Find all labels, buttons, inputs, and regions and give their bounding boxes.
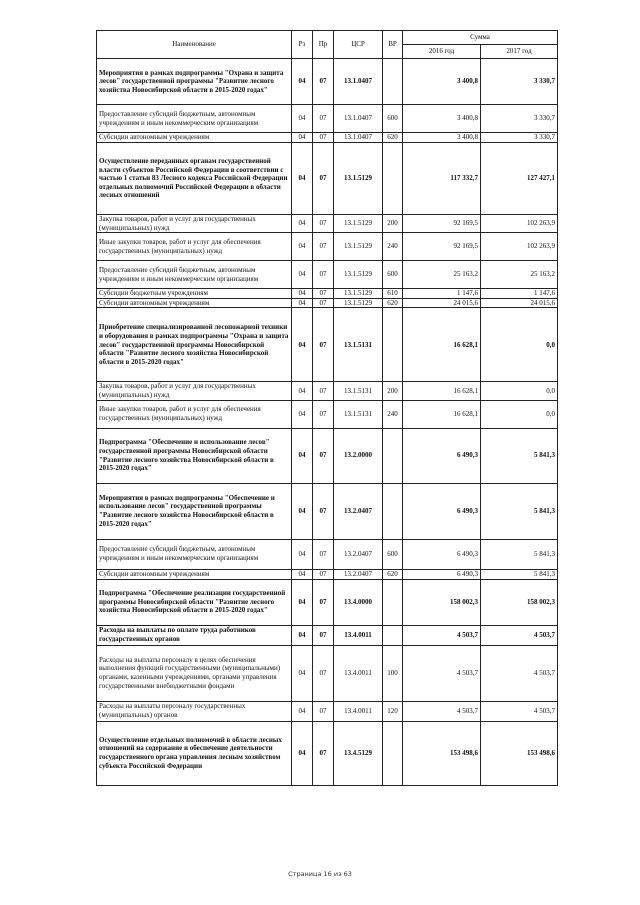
cell-amount-2017: 5 841,3: [481, 483, 558, 539]
cell-csr: 13.4.0011: [334, 701, 383, 721]
cell-vr: 100: [383, 645, 403, 701]
cell-name: Подпрограмма "Обеспечение и использование лесов" государственной программы Новосибирской области "Развитие лесного хозяйства Новосибирской области в 2015-2020 годах": [97, 428, 292, 483]
cell-vr: [383, 428, 403, 483]
cell-vr: 600: [383, 261, 403, 289]
cell-pr: 07: [313, 569, 334, 579]
cell-name: Субсидии бюджетным учреждениям: [97, 289, 292, 299]
cell-amount-2017: 127 427,1: [481, 143, 558, 215]
cell-vr: 620: [383, 133, 403, 143]
cell-name: Осуществление отдельных полномочий в области лесных отношений на содержание и обеспечение деятельности государственного органа управления лесным хозяйством субъекта Российской Федерации: [97, 721, 292, 785]
cell-name: Иные закупки товаров, работ и услуг для обеспечения государственных (муниципальных) нужд: [97, 400, 292, 428]
cell-pr: 07: [313, 701, 334, 721]
header-vr: ВР: [383, 31, 403, 59]
cell-amount-2017: 5 841,3: [481, 428, 558, 483]
cell-vr: 620: [383, 298, 403, 308]
cell-name: Расходы на выплаты по оплате труда работников государственных органов: [97, 625, 292, 645]
cell-amount-2016: 1 147,6: [403, 289, 481, 299]
cell-name: Расходы на выплаты персоналу государственных (муниципальных) органов: [97, 701, 292, 721]
cell-rz: 04: [292, 133, 313, 143]
cell-name: Предоставление субсидий бюджетным, автономным учреждениям и иным некоммерческим организациям: [97, 105, 292, 133]
cell-pr: 07: [313, 625, 334, 645]
table-header: [97, 31, 558, 59]
table-row: [97, 308, 558, 382]
header-sum: Сумма: [403, 31, 558, 45]
cell-pr: 07: [313, 105, 334, 133]
cell-amount-2017: 158 002,3: [481, 579, 558, 625]
table-row: [97, 645, 558, 701]
cell-amount-2016: 24 015,6: [403, 298, 481, 308]
cell-pr: 07: [313, 400, 334, 428]
cell-amount-2017: 0,0: [481, 400, 558, 428]
cell-name: Иные закупки товаров, работ и услуг для обеспечения государственных (муниципальных) нужд: [97, 233, 292, 261]
cell-amount-2016: 92 169,5: [403, 233, 481, 261]
cell-pr: 07: [313, 721, 334, 785]
table-row: [97, 233, 558, 261]
table-row: [97, 261, 558, 289]
cell-rz: 04: [292, 298, 313, 308]
table-row: [97, 382, 558, 400]
cell-name: Осуществление переданных органам государственной власти субъектов Российской Федерации в соответствии с частью 1 статьи 83 Лесного кодекса Российской Федерации отдельных полномочий Российской Федерации в области лесных отношений: [97, 143, 292, 215]
cell-pr: 07: [313, 645, 334, 701]
cell-amount-2017: 24 015,6: [481, 298, 558, 308]
cell-csr: 13.1.0407: [334, 105, 383, 133]
budget-table-sheet: [96, 30, 557, 786]
table-row: [97, 133, 558, 143]
cell-vr: [383, 308, 403, 382]
cell-vr: 200: [383, 215, 403, 233]
cell-rz: 04: [292, 625, 313, 645]
table-row: [97, 569, 558, 579]
cell-amount-2016: 6 490,3: [403, 428, 481, 483]
cell-vr: 610: [383, 289, 403, 299]
cell-pr: 07: [313, 215, 334, 233]
cell-rz: 04: [292, 261, 313, 289]
cell-pr: 07: [313, 579, 334, 625]
cell-amount-2017: 0,0: [481, 382, 558, 400]
page-footer: Страница 16 из 63: [288, 870, 352, 878]
cell-amount-2017: 4 503,7: [481, 625, 558, 645]
cell-amount-2016: 153 498,6: [403, 721, 481, 785]
cell-rz: 04: [292, 143, 313, 215]
cell-pr: 07: [313, 308, 334, 382]
cell-csr: 13.2.0407: [334, 539, 383, 569]
cell-name: Предоставление субсидий бюджетным, автономным учреждениям и иным некоммерческим организациям: [97, 539, 292, 569]
cell-pr: 07: [313, 483, 334, 539]
cell-csr: 13.1.5129: [334, 143, 383, 215]
header-pr: Пр: [313, 31, 334, 59]
table-row: [97, 298, 558, 308]
cell-amount-2016: 3 400,8: [403, 59, 481, 105]
cell-vr: [383, 483, 403, 539]
cell-rz: 04: [292, 215, 313, 233]
cell-amount-2016: 16 628,1: [403, 308, 481, 382]
cell-pr: 07: [313, 539, 334, 569]
cell-amount-2016: 6 490,3: [403, 483, 481, 539]
cell-rz: 04: [292, 579, 313, 625]
cell-amount-2016: 3 400,8: [403, 105, 481, 133]
cell-amount-2016: 16 628,1: [403, 400, 481, 428]
header-csr: ЦСР: [334, 31, 383, 59]
cell-vr: 600: [383, 539, 403, 569]
table-row: [97, 625, 558, 645]
cell-rz: 04: [292, 105, 313, 133]
cell-pr: 07: [313, 289, 334, 299]
cell-amount-2017: 102 263,9: [481, 233, 558, 261]
cell-name: Закупка товаров, работ и услуг для государственных (муниципальных) нужд: [97, 382, 292, 400]
cell-amount-2017: 0,0: [481, 308, 558, 382]
cell-pr: 07: [313, 382, 334, 400]
cell-pr: 07: [313, 59, 334, 105]
table-row: [97, 721, 558, 785]
cell-pr: 07: [313, 233, 334, 261]
cell-csr: 13.1.5131: [334, 382, 383, 400]
cell-csr: 13.1.5129: [334, 289, 383, 299]
table-row: [97, 105, 558, 133]
cell-csr: 13.4.0011: [334, 625, 383, 645]
cell-pr: 07: [313, 298, 334, 308]
cell-rz: 04: [292, 233, 313, 261]
cell-amount-2016: 4 503,7: [403, 701, 481, 721]
cell-amount-2017: 3 330,7: [481, 59, 558, 105]
cell-csr: 13.1.5129: [334, 233, 383, 261]
cell-csr: 13.1.5129: [334, 261, 383, 289]
cell-csr: 13.2.0407: [334, 483, 383, 539]
cell-vr: 600: [383, 105, 403, 133]
cell-csr: 13.1.5129: [334, 215, 383, 233]
cell-amount-2017: 5 841,3: [481, 539, 558, 569]
cell-amount-2017: 1 147,6: [481, 289, 558, 299]
cell-vr: [383, 625, 403, 645]
table-row: [97, 289, 558, 299]
header-rz: Рз: [292, 31, 313, 59]
cell-name: Приобретение специализированной лесопожарной техники и оборудования в рамках подпрограммы "Охрана и защита лесов" государственной программы Новосибирской области "Развитие лесного хозяйства Новосибирской области в 2015-2020 годах": [97, 308, 292, 382]
header-name: Наименование: [97, 31, 292, 59]
cell-amount-2016: 92 169,5: [403, 215, 481, 233]
cell-vr: 620: [383, 569, 403, 579]
cell-amount-2016: 16 628,1: [403, 382, 481, 400]
cell-amount-2016: 25 163,2: [403, 261, 481, 289]
table-row: [97, 143, 558, 215]
cell-csr: 13.4.0000: [334, 579, 383, 625]
cell-name: Подпрограмма "Обеспечение реализации государственной программы Новосибирской области "Развитие лесного хозяйства Новосибирской области в 2015-2020 годах": [97, 579, 292, 625]
cell-vr: 240: [383, 233, 403, 261]
cell-vr: [383, 579, 403, 625]
cell-rz: 04: [292, 539, 313, 569]
cell-rz: 04: [292, 483, 313, 539]
table-body: [97, 59, 558, 786]
cell-name: Мероприятия в рамках подпрограммы "Обеспечение и использование лесов" государственной программы "Развитие лесного хозяйства Новосибирской области в 2015-2020 годах": [97, 483, 292, 539]
cell-amount-2017: 102 263,9: [481, 215, 558, 233]
cell-pr: 07: [313, 428, 334, 483]
cell-name: Расходы на выплаты персоналу в целях обеспечения выполнения функций государственными (муниципальными) органами, казенными учреждениями, органами управления государственными внебюджетными фондами: [97, 645, 292, 701]
table-row: [97, 579, 558, 625]
cell-vr: [383, 143, 403, 215]
cell-name: Субсидии автономным учреждениям: [97, 569, 292, 579]
cell-amount-2017: 3 330,7: [481, 105, 558, 133]
cell-amount-2016: 3 400,8: [403, 133, 481, 143]
cell-csr: 13.2.0000: [334, 428, 383, 483]
cell-rz: 04: [292, 59, 313, 105]
header-year-2016: 2016 год: [403, 45, 481, 59]
cell-rz: 04: [292, 569, 313, 579]
cell-vr: [383, 59, 403, 105]
cell-amount-2017: 4 503,7: [481, 701, 558, 721]
cell-name: Закупка товаров, работ и услуг для государственных (муниципальных) нужд: [97, 215, 292, 233]
cell-csr: 13.1.0407: [334, 59, 383, 105]
budget-table: [96, 30, 558, 786]
cell-csr: 13.1.5131: [334, 400, 383, 428]
cell-rz: 04: [292, 721, 313, 785]
cell-rz: 04: [292, 289, 313, 299]
cell-pr: 07: [313, 143, 334, 215]
cell-rz: 04: [292, 382, 313, 400]
cell-amount-2016: 4 503,7: [403, 645, 481, 701]
cell-amount-2017: 3 330,7: [481, 133, 558, 143]
table-row: [97, 483, 558, 539]
table-row: [97, 400, 558, 428]
cell-amount-2016: 117 332,7: [403, 143, 481, 215]
cell-amount-2017: 4 503,7: [481, 645, 558, 701]
cell-amount-2017: 25 163,2: [481, 261, 558, 289]
table-row: [97, 539, 558, 569]
cell-csr: 13.2.0407: [334, 569, 383, 579]
cell-amount-2016: 158 002,3: [403, 579, 481, 625]
cell-amount-2016: 4 503,7: [403, 625, 481, 645]
cell-amount-2017: 153 498,6: [481, 721, 558, 785]
cell-rz: 04: [292, 308, 313, 382]
cell-vr: 120: [383, 701, 403, 721]
cell-vr: 240: [383, 400, 403, 428]
cell-csr: 13.1.0407: [334, 133, 383, 143]
header-year-2017: 2017 год: [481, 45, 558, 59]
table-row: [97, 215, 558, 233]
cell-pr: 07: [313, 261, 334, 289]
cell-name: Предоставление субсидий бюджетным, автономным учреждениям и иным некоммерческим организациям: [97, 261, 292, 289]
cell-amount-2016: 6 490,3: [403, 539, 481, 569]
cell-name: Субсидии автономным учреждениям: [97, 298, 292, 308]
cell-rz: 04: [292, 701, 313, 721]
cell-rz: 04: [292, 428, 313, 483]
cell-csr: 13.1.5129: [334, 298, 383, 308]
cell-csr: 13.1.5131: [334, 308, 383, 382]
cell-rz: 04: [292, 645, 313, 701]
table-row: [97, 701, 558, 721]
table-row: [97, 59, 558, 105]
cell-vr: [383, 721, 403, 785]
cell-csr: 13.4.5129: [334, 721, 383, 785]
cell-vr: 200: [383, 382, 403, 400]
cell-amount-2017: 5 841,3: [481, 569, 558, 579]
table-row: [97, 428, 558, 483]
cell-rz: 04: [292, 400, 313, 428]
cell-amount-2016: 6 490,3: [403, 569, 481, 579]
cell-pr: 07: [313, 133, 334, 143]
cell-csr: 13.4.0011: [334, 645, 383, 701]
cell-name: Мероприятия в рамках подпрограммы "Охрана и защита лесов" государственной программы "Развитие лесного хозяйства Новосибирской области в 2015-2020 годах": [97, 59, 292, 105]
cell-name: Субсидии автономным учреждениям: [97, 133, 292, 143]
